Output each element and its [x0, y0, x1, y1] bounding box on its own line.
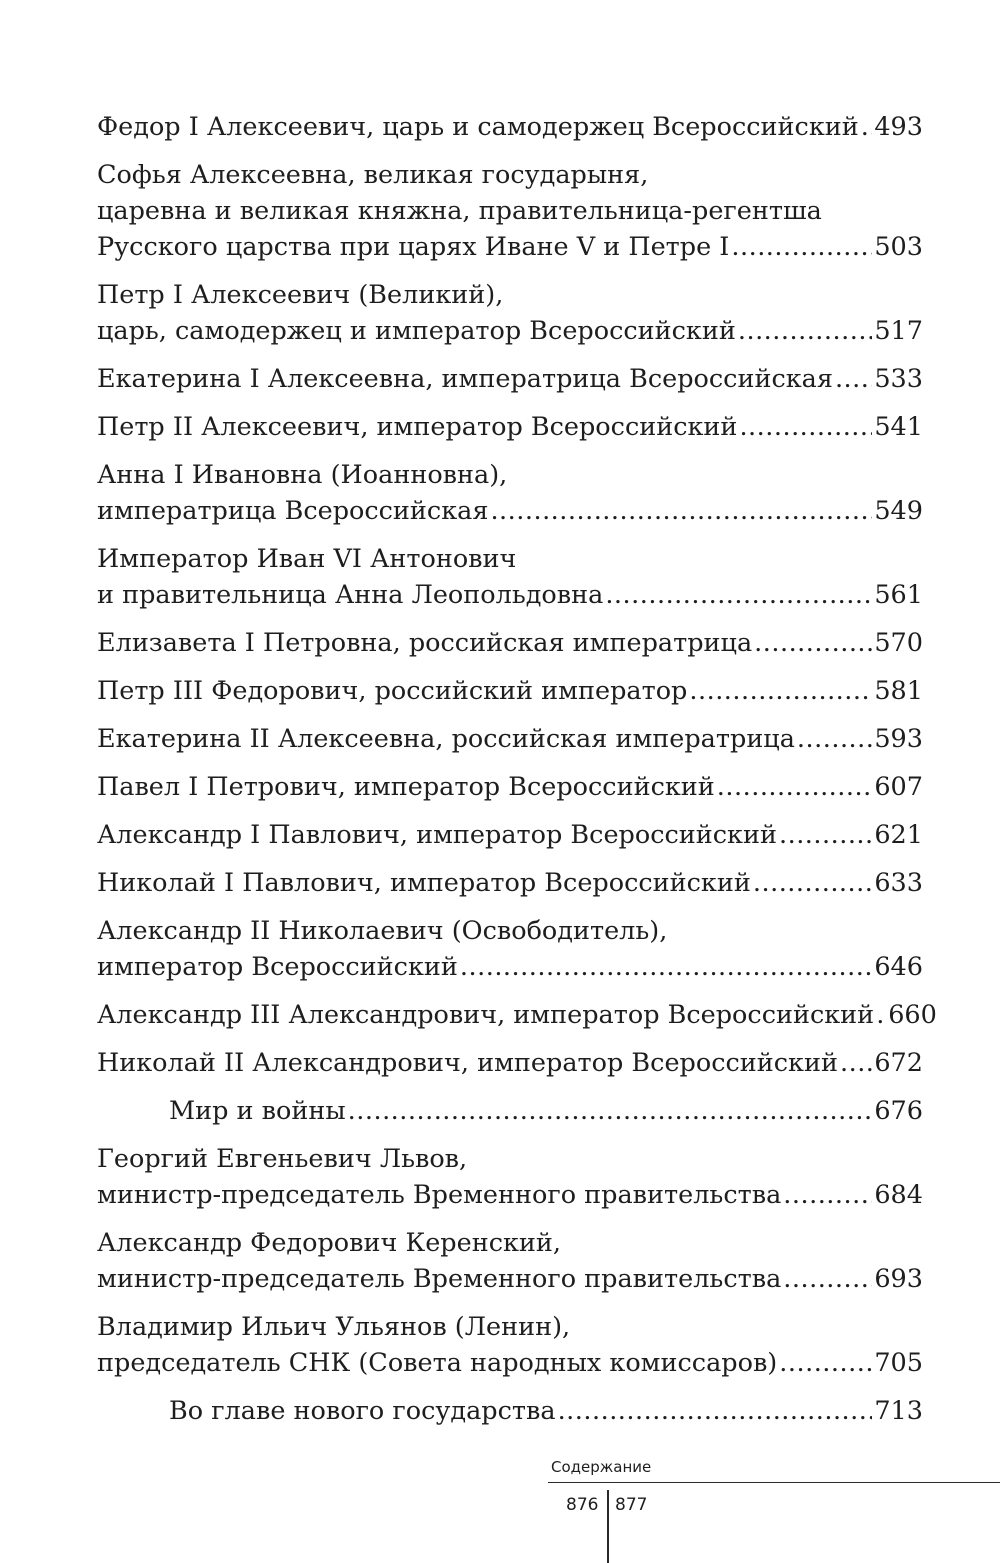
toc-entry — [97, 361, 923, 397]
toc-entry-title: Екатерина I Алексеевна, императрица Всероссийская — [97, 364, 833, 394]
toc-page-number: 684 — [874, 1180, 923, 1210]
toc-entry — [97, 109, 923, 145]
dot-leader — [779, 817, 872, 853]
toc-entry-final-line — [97, 493, 923, 529]
toc-page-number: 493 — [874, 112, 923, 142]
toc-entry — [97, 1309, 923, 1381]
dot-leader — [460, 949, 872, 985]
toc-entry-title: император Всероссийский — [97, 952, 458, 982]
table-of-contents — [97, 109, 937, 1441]
toc-entry-title: министр-председатель Временного правительства — [97, 1264, 782, 1294]
dot-leader — [835, 361, 872, 397]
toc-page-number: 549 — [874, 496, 923, 526]
toc-page-number: 660 — [888, 1000, 937, 1030]
toc-entry-final-line — [97, 1261, 923, 1297]
toc-entry-title: Во главе нового государства — [169, 1396, 556, 1426]
toc-entry-title: Екатерина II Алексеевна, российская императрица — [97, 724, 795, 754]
toc-entry-title: Александр I Павлович, император Всероссийский — [97, 820, 777, 850]
toc-entry-final-line — [97, 865, 923, 901]
page-number-right: 877 — [615, 1495, 648, 1515]
toc-entry-title-line: Петр I Алексеевич (Великий), — [97, 280, 504, 310]
dot-leader — [783, 1261, 872, 1297]
toc-entry — [97, 1045, 923, 1081]
toc-entry-title: Елизавета I Петровна, российская императрица — [97, 628, 753, 658]
toc-entry — [97, 157, 923, 265]
toc-entry — [97, 409, 923, 445]
dot-leader — [605, 577, 872, 613]
toc-entry-title: Николай II Александрович, император Всероссийский — [97, 1048, 838, 1078]
toc-entry-title: Петр II Алексеевич, император Всероссийский — [97, 412, 738, 442]
toc-page-number: 676 — [874, 1096, 923, 1126]
toc-entry-title: царь, самодержец и император Всероссийский — [97, 316, 736, 346]
toc-entry-final-line — [97, 625, 923, 661]
toc-entry-title: Николай I Павлович, император Всероссийский — [97, 868, 751, 898]
toc-entry-title-line: Георгий Евгеньевич Львов, — [97, 1144, 468, 1174]
toc-page-number: 705 — [874, 1348, 923, 1378]
toc-entry-final-line — [97, 1345, 923, 1381]
running-footer-title: Содержание — [551, 1458, 652, 1476]
toc-page-number: 541 — [874, 412, 923, 442]
toc-page-number: 693 — [874, 1264, 923, 1294]
toc-page-number: 581 — [874, 676, 923, 706]
dot-leader — [731, 229, 872, 265]
toc-entry-title-line: Император Иван VI Антонович — [97, 544, 517, 574]
toc-entry-final-line — [97, 361, 923, 397]
toc-entry-title: Федор I Алексеевич, царь и самодержец Всероссийский — [97, 112, 859, 142]
toc-subentry — [97, 1093, 923, 1129]
toc-page-number: 570 — [874, 628, 923, 658]
toc-entry-final-line — [97, 313, 923, 349]
toc-entry-final-line — [169, 1093, 923, 1129]
toc-entry — [97, 769, 923, 805]
toc-entry-final-line — [97, 949, 923, 985]
toc-entry-title-line: Софья Алексеевна, великая государыня, — [97, 160, 649, 190]
page-number-left: 876 — [566, 1495, 599, 1515]
dot-leader — [779, 1345, 872, 1381]
toc-entry-title: Русского царства при царях Иване V и Петре I — [97, 232, 730, 262]
toc-page-number: 561 — [874, 580, 923, 610]
dot-leader — [783, 1177, 872, 1213]
folio-separator — [607, 1490, 609, 1563]
toc-page-number: 646 — [874, 952, 923, 982]
toc-entry-title-line: Анна I Ивановна (Иоанновна), — [97, 460, 508, 490]
toc-entry-title: Павел I Петрович, император Всероссийский — [97, 772, 715, 802]
toc-entry — [97, 1225, 923, 1297]
toc-page-number: 672 — [874, 1048, 923, 1078]
dot-leader — [739, 409, 872, 445]
toc-entry — [97, 721, 923, 757]
toc-page-number: 533 — [874, 364, 923, 394]
toc-page-number: 633 — [874, 868, 923, 898]
dot-leader — [490, 493, 872, 529]
toc-entry-final-line — [97, 109, 923, 145]
toc-page-number: 621 — [874, 820, 923, 850]
toc-entry-final-line — [169, 1393, 923, 1429]
dot-leader — [753, 865, 872, 901]
toc-entry-final-line — [97, 409, 923, 445]
toc-entry — [97, 997, 937, 1033]
toc-page-number: 503 — [874, 232, 923, 262]
dot-leader — [840, 1045, 872, 1081]
toc-entry — [97, 865, 923, 901]
toc-entry-final-line — [97, 997, 937, 1033]
dot-leader — [558, 1393, 873, 1429]
toc-entry-title-line: Владимир Ильич Ульянов (Ленин), — [97, 1312, 571, 1342]
toc-entry-final-line — [97, 1045, 923, 1081]
toc-entry-final-line — [97, 769, 923, 805]
dot-leader — [754, 625, 872, 661]
dot-leader — [797, 721, 872, 757]
toc-entry-final-line — [97, 817, 923, 853]
toc-entry — [97, 817, 923, 853]
dot-leader — [861, 109, 873, 145]
toc-page-number: 607 — [874, 772, 923, 802]
footer-rule — [548, 1482, 1000, 1483]
toc-entry-title-line: царевна и великая княжна, правительница-регентша — [97, 196, 822, 226]
toc-entry — [97, 277, 923, 349]
toc-entry — [97, 1141, 923, 1213]
toc-entry-title: императрица Всероссийская — [97, 496, 489, 526]
toc-entry — [97, 457, 923, 529]
toc-entry-final-line — [97, 1177, 923, 1213]
toc-entry-final-line — [97, 721, 923, 757]
dot-leader — [689, 673, 872, 709]
dot-leader — [348, 1093, 873, 1129]
toc-subentry — [97, 1393, 923, 1429]
toc-entry — [97, 913, 923, 985]
toc-page-number: 593 — [874, 724, 923, 754]
toc-entry-title-line: Александр Федорович Керенский, — [97, 1228, 562, 1258]
toc-entry-title: председатель СНК (Совета народных комиссаров) — [97, 1348, 778, 1378]
toc-page-number: 517 — [874, 316, 923, 346]
toc-entry — [97, 673, 923, 709]
toc-entry — [97, 541, 923, 613]
toc-entry-title: министр-председатель Временного правительства — [97, 1180, 782, 1210]
toc-entry — [97, 625, 923, 661]
toc-page-number: 713 — [874, 1396, 923, 1426]
toc-entry-title: Мир и войны — [169, 1096, 346, 1126]
toc-entry-final-line — [97, 577, 923, 613]
toc-entry-title: и правительница Анна Леопольдовна — [97, 580, 604, 610]
toc-entry-title-line: Александр II Николаевич (Освободитель), — [97, 916, 668, 946]
toc-entry-final-line — [97, 229, 923, 265]
toc-entry-title: Александр III Александрович, император Всероссийский — [97, 1000, 875, 1030]
toc-entry-final-line — [97, 673, 923, 709]
dot-leader — [717, 769, 873, 805]
dot-leader — [876, 997, 886, 1033]
dot-leader — [738, 313, 872, 349]
toc-entry-title: Петр III Федорович, российский император — [97, 676, 688, 706]
